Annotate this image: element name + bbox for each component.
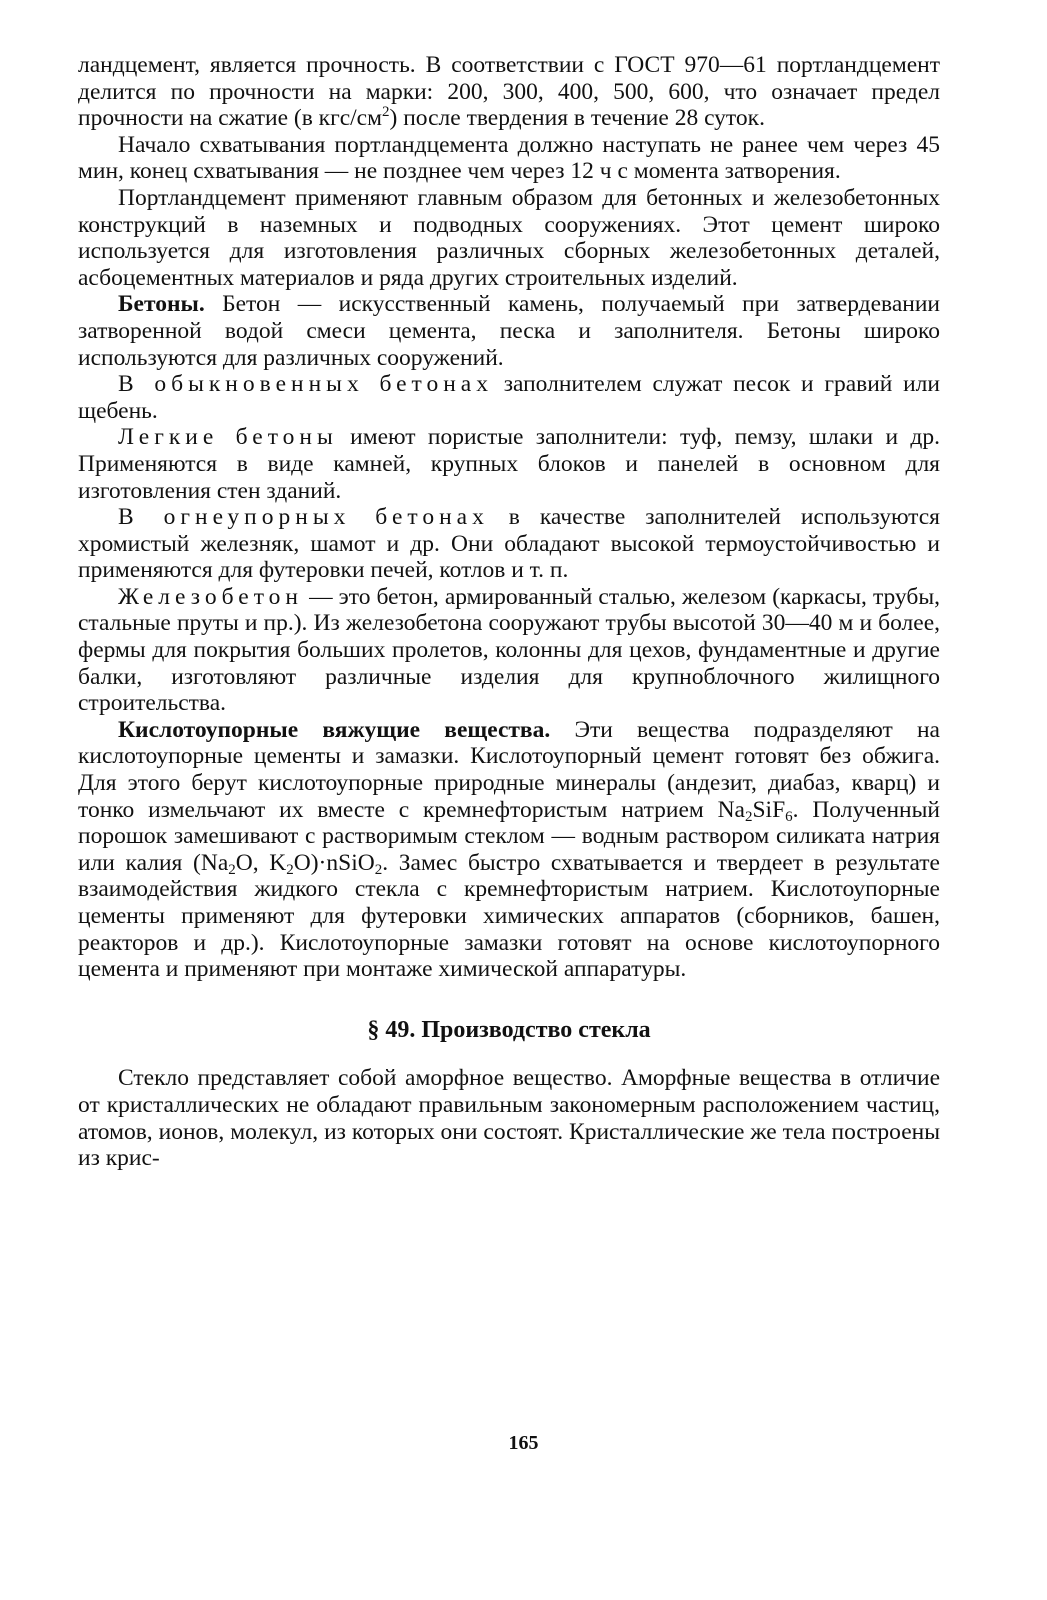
section-heading: § 49. Производство стекла [367, 1016, 651, 1043]
paragraph-text: . Замес быстро схватывается и твердеет в результате взаимодействия жидкого стекла с кремнефтористым натрием. Кислотоупорные цементы применяют для футеровки химических аппаратов (сборников, башен, реакторов и др.). Кислотоупорные замазки готовят на основе кислотоупорного цемента и применяют при монтаже химической аппаратуры. [78, 849, 940, 983]
subscript: 2 [374, 861, 383, 878]
paragraph-acid-resistant [78, 717, 940, 983]
subscript: 6 [785, 808, 793, 825]
page-number: 165 [508, 1432, 539, 1454]
term-refractory-concrete: В огнеупорных бетонах [118, 504, 489, 531]
subscript: 2 [228, 861, 236, 878]
paragraph-text: в качестве заполнителей используются хромистый железняк, шамот и др. Они обладают высокой термоустойчивостью и применяются для футеровки печей, котлов и т. п. [78, 504, 940, 584]
paragraph-text: заполнителем служат песок и гравий или щебень. [78, 371, 940, 424]
subscript: 2 [286, 861, 294, 878]
paragraph-text: ) после твердения в течение 28 суток. [389, 105, 765, 132]
paragraph-text: Бетон — искусственный камень, получаемый при затвердевании затворенной водой смеси цемента, песка и заполнителя. Бетоны широко используются для различных сооружений. [78, 291, 940, 371]
paragraph-refractory-concrete [78, 504, 940, 584]
paragraph-text: SiF [752, 796, 786, 823]
superscript: 2 [382, 104, 390, 121]
paragraph-text: имеют пористые заполнители: туф, пемзу, шлаки и др. Применяются в виде камней, крупных блоков и панелей в основном для изготовления стен зданий. [78, 424, 940, 504]
paragraph-cement-strength [78, 52, 940, 132]
paragraph-text: — это бетон, армированный сталью, железом (каркасы, трубы, стальные пруты и пр.). Из железобетона сооружают трубы высотой 30—40 м и более, фермы для покрытия больших пролетов, колонны для цехов, фундаментные и другие балки, изготовляют различные изделия для крупноблочного жилищного строительства. [78, 583, 940, 717]
page-body [78, 52, 940, 1172]
paragraph-glass: Стекло представляет собой аморфное вещество. Аморфные вещества в отличие от кристаллических не обладают правильным закономерным расположением частиц, атомов, ионов, молекул, из которых они состоят. Кристаллические же тела построены из крис- [78, 1065, 940, 1172]
term-light-concrete: Легкие бетоны [118, 424, 338, 451]
paragraph-cement-usage: Портландцемент применяют главным образом для бетонных и железобетонных конструкций в наземных и подводных сооружениях. Этот цемент широко используется для изготовления различных сборных железобетонных деталей, асбоцементных материалов и ряда других строительных изделий. [78, 184, 940, 291]
paragraph-ordinary-concrete [78, 371, 940, 424]
paragraph-text: . Полученный порошок замешивают с растворимым стеклом — водным раствором силиката натрия или калия (Na [78, 796, 940, 876]
term-ordinary-concrete: В обыкновенных бетонах [118, 371, 493, 398]
term-acid-resistant: Кислотоупорные вяжущие вещества. [118, 716, 551, 743]
term-reinforced-concrete: Железобетон [118, 583, 303, 610]
paragraph-text: O, K [235, 849, 287, 876]
paragraph-concrete [78, 291, 940, 371]
term-concrete: Бетоны. [118, 291, 205, 318]
paragraph-light-concrete [78, 424, 940, 504]
paragraph-reinforced-concrete [78, 584, 940, 717]
paragraph-text: ландцемент, является прочность. В соответствии с ГОСТ 970—61 портландцемент делится по прочности на марки: 200, 300, 400, 500, 600, что означает предел прочности на сжатие (в кгс/см [78, 52, 940, 132]
paragraph-text: O)·nSiO [293, 849, 375, 876]
subscript: 2 [744, 808, 753, 825]
paragraph-text: Эти вещества подразделяют на кислотоупорные цементы и замазки. Кислотоупорный цемент готовят без обжига. Для этого берут кислотоупорные природные минералы (андезит, диабаз, кварц) и тонко измельчают их вместе с кремнефтористым натрием Na [78, 716, 940, 823]
paragraph-setting-time: Начало схватывания портландцемента должно наступать не ранее чем через 45 мин, конец схватывания — не позднее чем через 12 ч с момента затворения. [78, 131, 940, 185]
